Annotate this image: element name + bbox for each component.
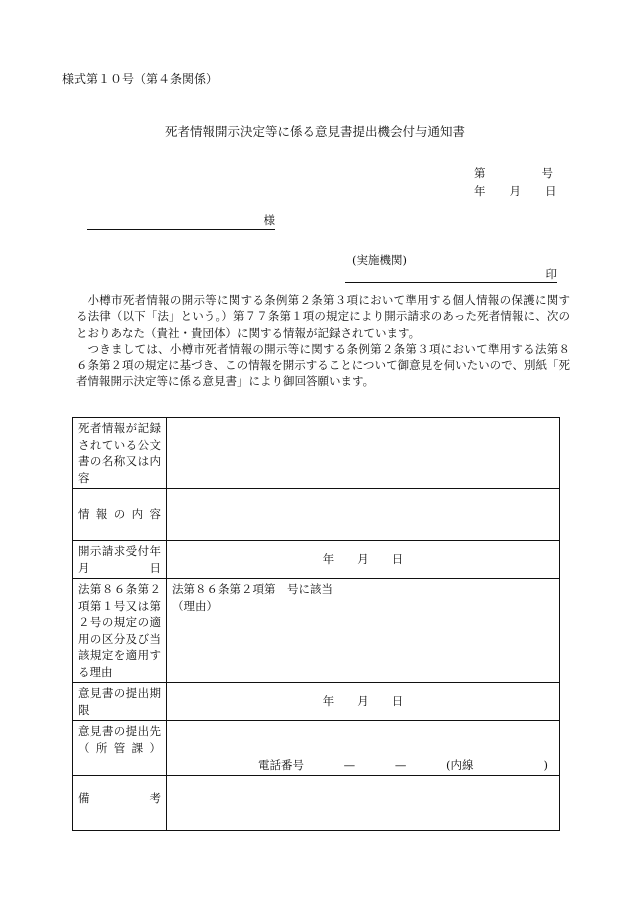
body-paragraph-1: 小樽市死者情報の開示等に関する条例第２条第３項において準用する個人情報の保護に関する法律（以下「法」という。）第７７条第１項の規定により開示請求のあった死者情報に、次のとおりあなた（貴社・貴団体）に関する情報が記録されています。 <box>76 293 570 340</box>
number-suffix: 号 <box>541 166 553 180</box>
remarks-label <box>73 776 167 831</box>
notice-body <box>76 292 570 390</box>
agency-name-field[interactable] <box>345 266 557 283</box>
form-number: 様式第１０号（第４条関係） <box>62 72 219 86</box>
number-prefix: 第 <box>474 166 486 180</box>
agency-label: (実施機関) <box>352 253 407 267</box>
submission-destination-value[interactable] <box>167 721 560 776</box>
phone-dash-2: — <box>394 757 407 772</box>
remarks-label-left: 備 <box>78 791 90 805</box>
extension-label: (内線 <box>445 757 474 772</box>
information-table <box>72 417 560 831</box>
body-paragraph-2: つきましては、小樽市死者情報の開示等に関する条例第２条第３項において準用する法第８６条第２項の規定に基づき、この情報を開示することについて御意見を伺いたいので、別紙「死者情報開示決定等に係る意見書」により御回答願います。 <box>76 341 570 389</box>
remarks-value[interactable] <box>167 776 560 831</box>
remarks-label-right: 考 <box>149 791 161 805</box>
table-row <box>73 541 560 579</box>
extension-group <box>446 757 548 774</box>
document-title: 死者情報開示決定等に係る意見書提出機会付与通知書 <box>164 124 465 139</box>
seal-mark: 印 <box>545 267 557 281</box>
phone-dash-1: — <box>343 757 356 772</box>
article-applicability-label: 法第８６条第２項第１号又は第２号の規定の適用の区分及び当該規定を適用する理由 <box>73 579 167 683</box>
opinion-deadline-value[interactable]: 年 月 日 <box>167 683 560 721</box>
information-content-value[interactable] <box>167 489 560 541</box>
date-month: 月 <box>509 184 521 198</box>
article-applicability-value[interactable] <box>167 579 560 683</box>
addressee-field[interactable] <box>87 212 275 230</box>
table-row <box>73 776 560 831</box>
record-title-label: 死者情報が記録されている公文書の名称又は内容 <box>73 418 167 489</box>
article-clause-line: 法第８６条第２項第 号に該当 <box>172 582 333 596</box>
date-day: 日 <box>545 184 557 198</box>
extension-close: ) <box>543 757 548 772</box>
submission-destination-label: 意見書の提出先（所管課） <box>73 721 167 776</box>
reason-label: （理由） <box>172 598 218 613</box>
phone-label: 電話番号 <box>258 757 304 772</box>
information-content-label: 情報の内容 <box>73 489 167 541</box>
document-number-line <box>474 165 553 181</box>
phone-row <box>172 757 554 774</box>
request-date-label: 開示請求受付年月日 <box>73 541 167 579</box>
date-year: 年 <box>474 184 486 198</box>
table-row <box>73 683 560 721</box>
record-title-value[interactable] <box>167 418 560 489</box>
addressee-honorific: 様 <box>263 213 275 227</box>
document-date-line <box>474 183 557 199</box>
request-date-value[interactable]: 年 月 日 <box>167 541 560 579</box>
table-row <box>73 489 560 541</box>
opinion-deadline-label: 意見書の提出期限 <box>73 683 167 721</box>
table-row <box>73 579 560 683</box>
table-row <box>73 721 560 776</box>
table-row <box>73 418 560 489</box>
